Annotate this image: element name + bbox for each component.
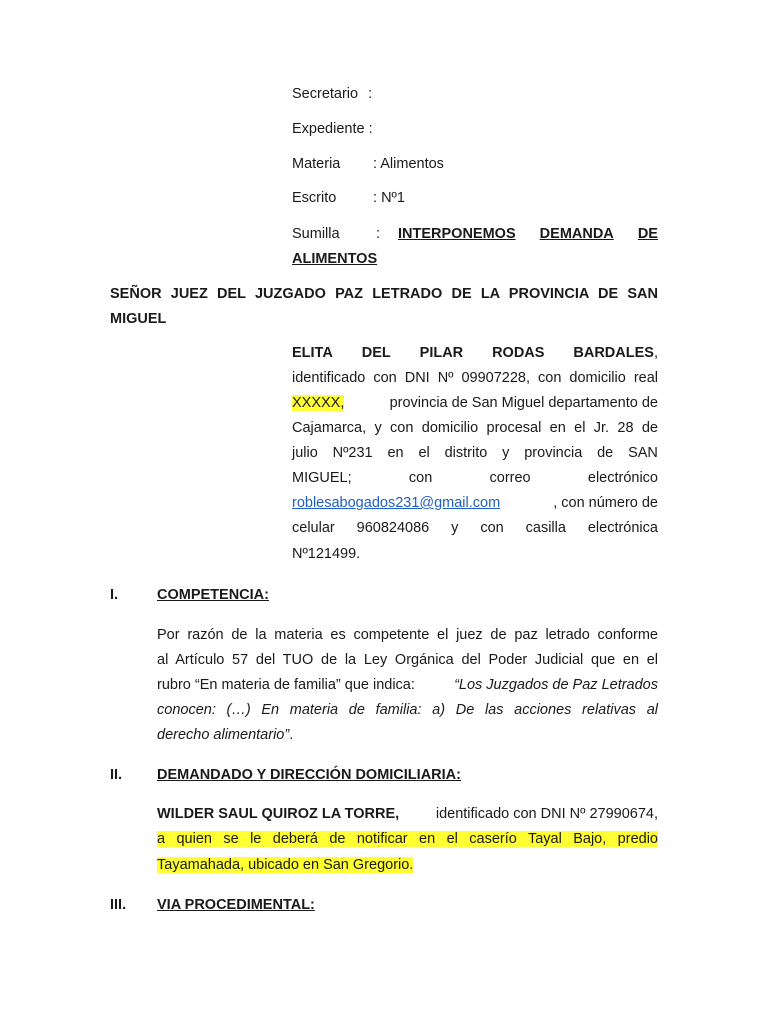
escrito-row	[292, 190, 336, 206]
word: electrónico	[587, 470, 658, 486]
secretario-sep: :	[368, 86, 373, 102]
materia-label: Materia	[292, 156, 341, 172]
word: en	[387, 445, 404, 461]
word: con	[408, 470, 433, 486]
sumilla-value-line1	[398, 226, 658, 242]
plaintiff-line2: identificado con DNI Nº 09907228, con domicilio real	[292, 370, 658, 386]
section2-line2	[157, 831, 658, 847]
word: electrónica	[587, 520, 658, 536]
section3-number: III.	[110, 897, 127, 913]
word: distrito	[444, 445, 488, 461]
word: de	[597, 445, 614, 461]
escrito-sep: :	[373, 190, 378, 206]
plaintiff-name-word: ELITA	[292, 345, 333, 361]
plaintiff-line7-rest: , con número de	[553, 495, 658, 511]
escrito-value: Nº1	[381, 190, 405, 206]
plaintiff-line5	[292, 445, 658, 461]
section1-line5-quote: derecho alimentario”	[157, 727, 290, 743]
expediente-sep: :	[368, 121, 373, 137]
addressee-line2: MIGUEL	[110, 311, 167, 327]
word: 960824086	[356, 520, 430, 536]
plaintiff-name-word: PILAR	[419, 345, 464, 361]
plaintiff-name-word: DEL	[361, 345, 391, 361]
sumilla-sep: :	[376, 226, 381, 242]
section1-line5-end: .	[289, 727, 294, 743]
plaintiff-name-comma: ,	[653, 345, 658, 361]
notification-address-highlight-2: Tayamahada, ubicado en San Gregorio.	[157, 857, 414, 873]
word: celular	[292, 520, 335, 536]
plaintiff-name-line	[292, 345, 658, 361]
section1-line5	[157, 727, 293, 743]
sumilla-word: INTERPONEMOS	[398, 226, 516, 242]
addressee-line1: SEÑOR JUEZ DEL JUZGADO PAZ LETRADO DE LA PROVINCIA DE SAN	[110, 286, 658, 302]
word: y	[451, 520, 459, 536]
section1-line3-normal: rubro “En materia de familia” que indica:	[157, 677, 415, 693]
word: Nº231	[332, 445, 373, 461]
expediente-label: Expediente	[292, 121, 365, 137]
plaintiff-name-last	[573, 345, 658, 361]
plaintiff-line3-rest: provincia de San Miguel departamento de	[389, 395, 658, 411]
materia-row	[292, 156, 340, 172]
materia-sep: :	[373, 156, 378, 172]
defendant-name: WILDER SAUL QUIROZ LA TORRE,	[157, 806, 400, 822]
section1-line2: al Artículo 57 del TUO de la Ley Orgánica del Poder Judicial que en el	[157, 652, 658, 668]
address-placeholder: XXXXX,	[292, 395, 345, 411]
plaintiff-line7	[292, 495, 658, 511]
escrito-value-group	[373, 190, 405, 206]
section2-line3	[157, 857, 413, 873]
section1-line1: Por razón de la materia es competente el juez de paz letrado conforme	[157, 627, 658, 643]
section2-number: II.	[110, 767, 123, 783]
word: y	[502, 445, 510, 461]
plaintiff-line8	[292, 520, 658, 536]
word: correo	[489, 470, 531, 486]
plaintiff-line6	[292, 470, 658, 486]
word: el	[418, 445, 430, 461]
secretario-label: Secretario	[292, 86, 359, 102]
section1-line3-quote: “Los Juzgados de Paz Letrados	[454, 677, 658, 693]
sumilla-word: DE	[637, 226, 658, 242]
notification-address-highlight: a quien se le deberá de notificar en el caserío Tayal Bajo, predio	[157, 831, 658, 847]
escrito-label: Escrito	[292, 190, 337, 206]
plaintiff-line4: Cajamarca, y con domicilio procesal en el Jr. 28 de	[292, 420, 658, 436]
secretario-row	[292, 86, 372, 102]
word: MIGUEL;	[292, 470, 352, 486]
section1-number: I.	[110, 587, 119, 603]
section1-line4: conocen: (…) En materia de familia: a) De las acciones relativas al	[157, 702, 658, 718]
expediente-row	[292, 121, 373, 137]
word: SAN	[628, 445, 658, 461]
section2-line1	[157, 806, 658, 822]
materia-value-group	[373, 156, 444, 172]
section2-title: DEMANDADO Y DIRECCIÓN DOMICILIARIA:	[157, 767, 461, 783]
plaintiff-line9: Nº121499.	[292, 546, 361, 562]
sumilla-label-group	[292, 226, 340, 242]
word: casilla	[525, 520, 566, 536]
sumilla-value-line2: ALIMENTOS	[292, 251, 378, 267]
section3-title: VIA PROCEDIMENTAL:	[157, 897, 315, 913]
materia-value: Alimentos	[380, 156, 444, 172]
plaintiff-name-word: RODAS	[492, 345, 545, 361]
email-link[interactable]: roblesabogados231@gmail.com	[292, 495, 501, 511]
plaintiff-name-word: BARDALES	[573, 345, 654, 361]
word: julio	[292, 445, 318, 461]
section2-line1-rest: identificado con DNI Nº 27990674,	[435, 806, 658, 822]
sumilla-word: DEMANDA	[539, 226, 614, 242]
word: con	[480, 520, 504, 536]
section1-line3	[157, 677, 658, 693]
section1-title: COMPETENCIA:	[157, 587, 269, 603]
word: provincia	[524, 445, 583, 461]
plaintiff-line3	[292, 395, 658, 411]
sumilla-label: Sumilla	[292, 226, 340, 242]
